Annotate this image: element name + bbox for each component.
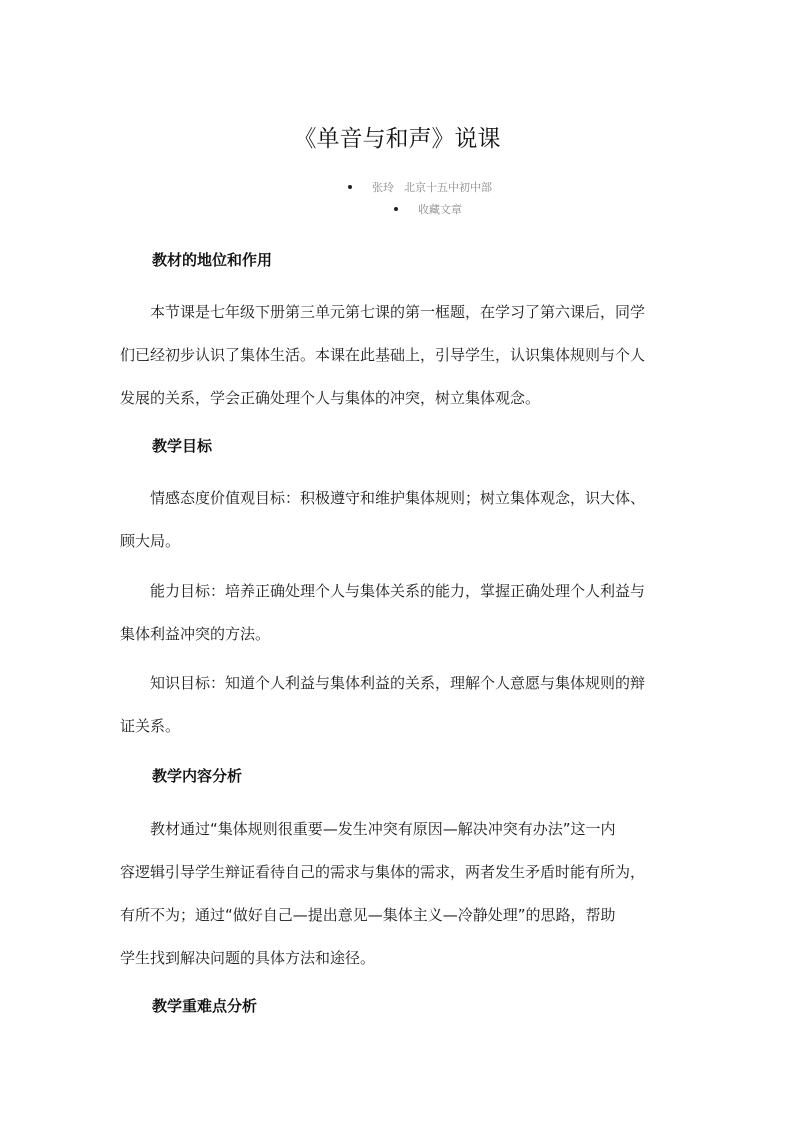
text-line: 知识目标：知道个人利益与集体利益的关系，理解个人意愿与集体规则的辩 xyxy=(120,674,646,692)
favorite-link[interactable]: 收藏文章 xyxy=(418,203,462,216)
text-line: 发展的关系，学会正确处理个人与集体的冲突，树立集体观念。 xyxy=(120,389,541,407)
text-line: 证关系。 xyxy=(120,717,181,735)
favorite-line xyxy=(0,202,794,218)
text-line: 容逻辑引导学生辩证看待自己的需求与集体的需求，两者发生矛盾时能有所为， xyxy=(120,863,646,881)
bullet-icon xyxy=(348,185,352,189)
paragraph xyxy=(120,580,680,645)
text-line: 能力目标：培养正确处理个人与集体关系的能力，掌握正确处理个人利益与 xyxy=(120,582,646,600)
author-school[interactable]: 北京十五中初中部 xyxy=(404,181,492,194)
section-heading: 教材的地位和作用 xyxy=(152,251,273,269)
text-line: 情感态度价值观目标：积极遵守和维护集体规则；树立集体观念，识大体、 xyxy=(120,489,646,507)
paragraph xyxy=(120,301,680,409)
author-line xyxy=(0,180,794,196)
text-line: 有所不为；通过“做好自己—提出意见—集体主义—冷静处理”的思路，帮助 xyxy=(120,906,616,924)
paragraph xyxy=(120,672,680,737)
text-line: 顾大局。 xyxy=(120,532,181,550)
paragraph xyxy=(120,818,680,969)
text-line: 们已经初步认识了集体生活。本课在此基础上，引导学生，认识集体规则与个人 xyxy=(120,346,646,364)
section-heading: 教学目标 xyxy=(152,437,213,455)
text-line: 本节课是七年级下册第三单元第七课的第一框题，在学习了第六课后，同学 xyxy=(120,303,646,321)
page-title: 《单音与和声》说课 xyxy=(293,126,501,152)
bullet-icon xyxy=(394,207,398,211)
section-heading: 教学重难点分析 xyxy=(152,997,258,1015)
section-heading: 教学内容分析 xyxy=(152,767,243,785)
paragraph xyxy=(120,487,680,552)
text-line: 集体利益冲突的方法。 xyxy=(120,625,271,643)
author-name[interactable]: 张玲 xyxy=(372,181,394,194)
text-line: 教材通过“集体规则很重要—发生冲突有原因—解决冲突有办法”这一内 xyxy=(120,820,616,838)
text-line: 学生找到解决问题的具体方法和途径。 xyxy=(120,949,376,967)
